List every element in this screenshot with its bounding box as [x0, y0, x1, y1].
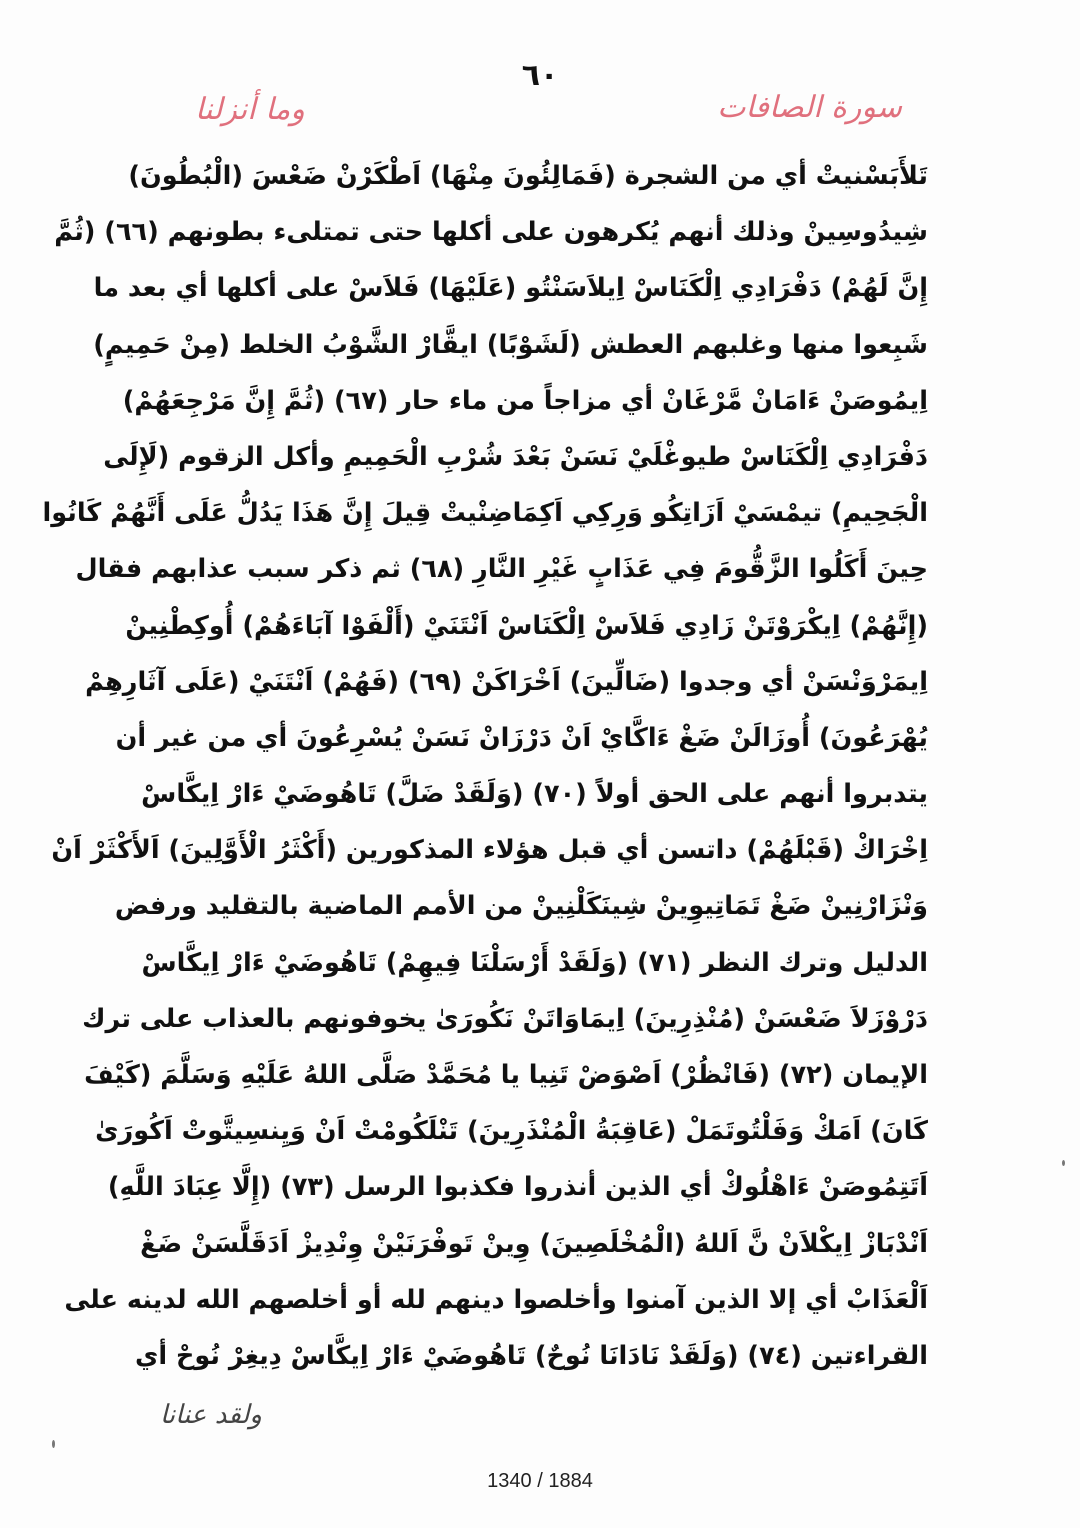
text-line: اَنْدْبَازْ اِيكْلاَنْ نَّ اَللهُ (الْمُخْلَصِينَ) وِينْ تَوفْرَنَيْنْ وِنْدِيزْ اَدَقَلَّسَنْ ضَغْ [140, 1228, 928, 1259]
text-line: اِيمُوصَنْ ءَامَانْ مَّرْغَانْ أي مزاجاً من ماء حار (٦٧) (ثُمَّ إِنَّ مَرْجِعَهُمْ) [122, 385, 928, 416]
text-line: يتدبروا أنهم على الحق أولاً (٧٠) (وَلَقَدْ ضَلَّ) تَاهُوضَيْ ءَارْ اِيكَّاسْ [141, 779, 928, 810]
text-line: الدليل وترك النظر (٧١) (وَلَقَدْ أَرْسَلْنَا فِيهِمْ) تَاهُوضَيْ ءَارْ اِيكَّاسْ [141, 947, 928, 978]
text-line: اَتَتِمُوصَنْ ءَاهْلُوكْ أي الذين أنذروا فكذبوا الرسل (٧٣) (إِلَّا عِبَادَ اللَّهِ) [107, 1172, 928, 1203]
handwritten-catchword: ولقد عنانا [160, 1400, 262, 1430]
handwritten-surah-name: سورة الصافات [717, 90, 902, 125]
scan-speck [1062, 1160, 1065, 1166]
text-line: دَرْوْزَلاَ ضَعْسَنْ (مُنْذِرِينَ) اِيمَاوَاتَنْ نَكُورَىٰ يخوفونهم بالعذاب على ترك [82, 1003, 928, 1034]
text-line: (إِنَّهُمْ) اِيكْرَوْتَنْ زَادِي فَلاَسْ اِلْكَنَاسْ اَنْتَنَيْ (أَلْفَوْا آبَاءَهُمْ) أُوكِطْنِينْ [125, 610, 928, 641]
text-line: تَلأَبَسْنيتْ أي من الشجرة (فَمَالِئُونَ مِنْهَا) اَطْكَرْنْ ضَعْسَ (الْبُطُونَ) [128, 161, 928, 191]
text-line: يُهْرَعُونَ) أُوزَالَنْ ضَغْ ءَاكَّايْ اَنْ دَرْزَانْ نَسَنْ يُسْرِعُونَ أي من غير أن [115, 722, 928, 753]
text-line: كَانَ) اَمَكْ وَفَلْتُوتَمَلْ (عَاقِبَةُ الْمُنْذَرِينَ) تَنْلَكُومْتْ اَنْ وَيِنسِيتَّوتْ اَكُورَىٰ [95, 1116, 928, 1147]
text-line: الإيمان (٧٢) (فَانْظُرْ) اَصْوَضْ تَنِيا يا مُحَمَّدْ صَلَّى اللهُ عَلَيْهِ وَسَلَّمَ (كَيْفَ [84, 1060, 928, 1090]
text-line: حِينَ أَكَلُوا الزَّقُّومَ فِي عَذَابٍ غَيْرِ النَّارِ (٦٨) ثم ذكر سبب عذابهم فقال [75, 554, 928, 585]
scan-speck [52, 1440, 55, 1448]
text-line: شِيدُوسِينْ وذلك أنهم يُكرهون على أكلها حتى تمتلىء بطونهم (٦٦) (ثُمَّ [54, 217, 928, 248]
text-line: إِنَّ لَهُمْ) دَفْرَادِي اِلْكَنَاسْ اِيلاَسَنْتُو (عَلَيْهَا) فَلاَسْ على أكلها أي بعد ما [93, 273, 928, 304]
page-number: ٦٠ [521, 58, 559, 93]
text-line: وَنْزَارْنِينْ ضَغْ تَمَاتِيوِينْ شِينَكَلْنِينْ من الأمم الماضية بالتقليد ورفض [114, 891, 928, 922]
text-line: شَبِعوا منها وغلبهم العطش (لَشَوْبًا) ايقَّارْ الشَّوْبُ الخلط (مِنْ حَمِيمٍ) [93, 329, 928, 360]
body-text [42, 148, 928, 1384]
handwritten-juz-marker: وما أنزلنا [195, 92, 305, 127]
text-line: اِخْرَاكْ (قَبْلَهُمْ) داتسن أي قبل هؤلاء المذكورين (أَكْثَرُ الْأَوَّلِينَ) اَلأَكْثَرْ اَنْ [51, 835, 928, 866]
text-line: القراءتين (٧٤) (وَلَقَدْ نَادَانَا نُوحٌ) تَاهُوضَيْ ءَارْ اِيكَّاسْ دِيغِرْ نُوحْ أي [135, 1340, 928, 1371]
text-line: دَفْرَادِي اِلْكَنَاسْ طيوغْلَيْ نَسَنْ بَعْدَ شُرْبِ الْحَمِيمِ وأكل الزقوم (لَإِلَى [103, 441, 928, 472]
text-line: اِيمَرْوَنْسَنْ أي وجدوا (ضَالِّينَ) اَخْرَاكَنْ (٦٩) (فَهُمْ) اَنْتَنَيْ (عَلَى آثَارِهِمْ [85, 666, 928, 697]
page-indicator: 1340 / 1884 [487, 1470, 593, 1492]
text-line: الْجَحِيمِ) تيمْسَيْ اَزَاتِكُو وَرِكِي اَكِمَاضِنْيتْ قِيلَ إِنَّ هَذَا يَدُلُّ عَلَى أَنَّهُمْ كَانُوا [42, 498, 928, 529]
text-line: اَلْعَذَابْ أي إلا الذين آمنوا وأخلصوا دينهم لله أو أخلصهم الله لدينه على [64, 1284, 928, 1315]
